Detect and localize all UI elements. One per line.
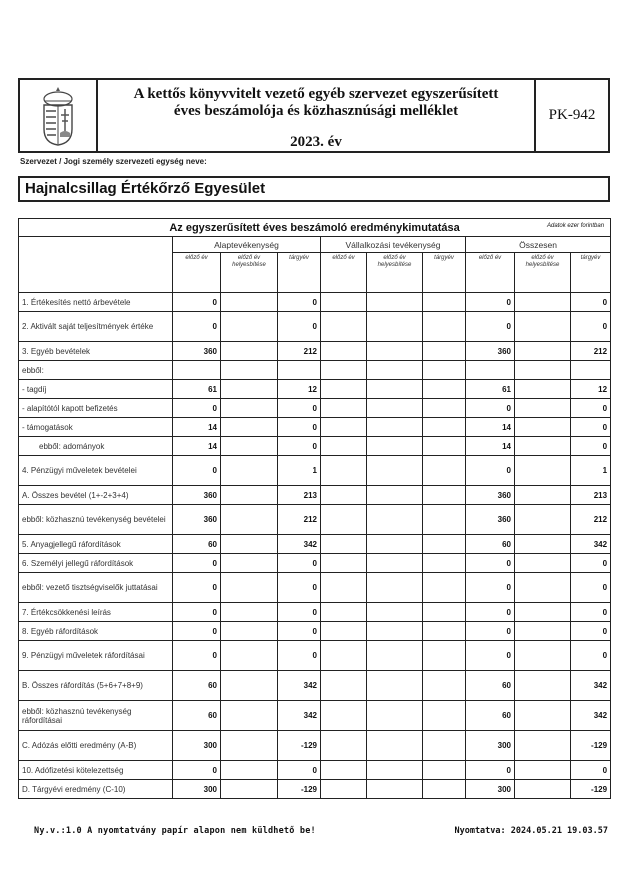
- value-cell: 60: [466, 671, 515, 701]
- value-cell: 0: [173, 399, 221, 418]
- value-cell: [515, 437, 571, 456]
- row-label: 4. Pénzügyi műveletek bevételei: [19, 456, 173, 486]
- table-row: [19, 622, 611, 641]
- value-cell: [321, 505, 367, 535]
- value-cell: 0: [173, 622, 221, 641]
- value-cell: 342: [571, 535, 611, 554]
- value-cell: [367, 380, 423, 399]
- value-cell: 360: [466, 505, 515, 535]
- value-cell: 342: [278, 701, 321, 731]
- value-cell: [423, 761, 466, 780]
- value-cell: 342: [278, 535, 321, 554]
- hungarian-coat-of-arms-icon: [41, 85, 75, 147]
- value-cell: [367, 701, 423, 731]
- title-line-1: A kettős könyvvitelt vezető egyéb szervezet egyszerűsített: [133, 86, 499, 102]
- table-title: [19, 219, 611, 237]
- value-cell: [423, 731, 466, 761]
- value-cell: [221, 437, 278, 456]
- value-cell: [423, 361, 466, 380]
- value-cell: [321, 701, 367, 731]
- value-cell: 0: [173, 641, 221, 671]
- row-label: D. Tárgyévi eredmény (C-10): [19, 780, 173, 799]
- value-cell: 0: [466, 399, 515, 418]
- value-cell: [423, 293, 466, 312]
- value-cell: [515, 486, 571, 505]
- value-cell: [367, 486, 423, 505]
- value-cell: [367, 312, 423, 342]
- value-cell: 0: [278, 603, 321, 622]
- value-cell: [423, 486, 466, 505]
- value-cell: [321, 399, 367, 418]
- subcol-helyesbites: előző év helyesbítése: [221, 253, 278, 293]
- value-cell: -129: [278, 731, 321, 761]
- value-cell: [321, 573, 367, 603]
- footer-version-note: Ny.v.:1.0 A nyomtatvány papír alapon nem küldhető be!: [34, 826, 316, 836]
- value-cell: [367, 418, 423, 437]
- value-cell: 0: [173, 312, 221, 342]
- value-cell: 0: [278, 554, 321, 573]
- value-cell: [321, 380, 367, 399]
- value-cell: [466, 361, 515, 380]
- row-label: - tagdíj: [19, 380, 173, 399]
- title-line-2: éves beszámolója és közhasznúsági melléklet: [173, 103, 459, 119]
- value-cell: 14: [173, 437, 221, 456]
- value-cell: 0: [571, 554, 611, 573]
- value-cell: [367, 780, 423, 799]
- value-cell: [221, 456, 278, 486]
- value-cell: [423, 780, 466, 799]
- value-cell: [321, 780, 367, 799]
- subcol-elozo-ev: előző év: [466, 253, 515, 293]
- value-cell: 0: [571, 603, 611, 622]
- value-cell: 360: [173, 486, 221, 505]
- row-label: - alapítótól kapott befizetés: [19, 399, 173, 418]
- value-cell: 61: [173, 380, 221, 399]
- value-cell: 0: [466, 293, 515, 312]
- value-cell: 0: [571, 573, 611, 603]
- value-cell: 1: [278, 456, 321, 486]
- value-cell: [221, 554, 278, 573]
- value-cell: [221, 573, 278, 603]
- table-row: [19, 731, 611, 761]
- value-cell: [221, 641, 278, 671]
- value-cell: [515, 399, 571, 418]
- value-cell: [321, 342, 367, 361]
- value-cell: [321, 731, 367, 761]
- value-cell: 0: [466, 761, 515, 780]
- value-cell: [367, 622, 423, 641]
- value-cell: 0: [466, 603, 515, 622]
- row-label: 6. Személyi jellegű ráfordítások: [19, 554, 173, 573]
- value-cell: -129: [278, 780, 321, 799]
- value-cell: [321, 456, 367, 486]
- value-cell: [423, 573, 466, 603]
- value-cell: 212: [278, 342, 321, 361]
- value-cell: 0: [571, 437, 611, 456]
- value-cell: [367, 535, 423, 554]
- value-cell: [367, 554, 423, 573]
- row-label: 1. Értékesítés nettó árbevétele: [19, 293, 173, 312]
- value-cell: 0: [278, 761, 321, 780]
- table-row: [19, 437, 611, 456]
- value-cell: 0: [571, 641, 611, 671]
- value-cell: 0: [173, 293, 221, 312]
- table-row: [19, 573, 611, 603]
- value-cell: 0: [278, 437, 321, 456]
- value-cell: 360: [173, 342, 221, 361]
- value-cell: 12: [278, 380, 321, 399]
- value-cell: [221, 731, 278, 761]
- value-cell: [221, 780, 278, 799]
- value-cell: [515, 641, 571, 671]
- value-cell: 0: [278, 573, 321, 603]
- value-cell: 0: [571, 622, 611, 641]
- value-cell: [367, 603, 423, 622]
- value-cell: 300: [173, 731, 221, 761]
- value-cell: 0: [173, 554, 221, 573]
- value-cell: [367, 361, 423, 380]
- value-cell: 212: [571, 342, 611, 361]
- value-cell: [423, 437, 466, 456]
- value-cell: 342: [278, 671, 321, 701]
- row-label: 8. Egyéb ráfordítások: [19, 622, 173, 641]
- form-code: PK-942: [548, 107, 596, 123]
- row-label: 10. Adófizetési kötelezettség: [19, 761, 173, 780]
- value-cell: [571, 361, 611, 380]
- footer-print-timestamp: Nyomtatva: 2024.05.21 19.03.57: [454, 826, 608, 836]
- emblem-cell: [20, 80, 98, 151]
- subcol-targyev: tárgyév: [423, 253, 466, 293]
- value-cell: 0: [173, 603, 221, 622]
- value-cell: 0: [278, 312, 321, 342]
- table-row: [19, 780, 611, 799]
- table-title-text: Az egyszerűsített éves beszámoló eredménykimutatása: [169, 221, 460, 234]
- group-header-alaptevekenyseg: Alaptevékenység: [173, 237, 321, 253]
- table-row: [19, 342, 611, 361]
- value-cell: 342: [571, 701, 611, 731]
- value-cell: 0: [466, 622, 515, 641]
- value-cell: 0: [571, 418, 611, 437]
- value-cell: [515, 505, 571, 535]
- value-cell: 300: [466, 731, 515, 761]
- value-cell: 300: [173, 780, 221, 799]
- table-row: [19, 761, 611, 780]
- value-cell: 1: [571, 456, 611, 486]
- value-cell: [278, 361, 321, 380]
- value-cell: 0: [571, 293, 611, 312]
- row-label: 3. Egyéb bevételek: [19, 342, 173, 361]
- value-cell: [423, 622, 466, 641]
- row-label: 9. Pénzügyi műveletek ráfordításai: [19, 641, 173, 671]
- table-row: [19, 312, 611, 342]
- value-cell: 213: [278, 486, 321, 505]
- value-cell: 212: [571, 505, 611, 535]
- row-label: ebből: közhasznú tevékenység bevételei: [19, 505, 173, 535]
- value-cell: 0: [278, 293, 321, 312]
- value-cell: [423, 554, 466, 573]
- row-label: A. Összes bevétel (1+-2+3+4): [19, 486, 173, 505]
- table-row: [19, 505, 611, 535]
- value-cell: 360: [466, 342, 515, 361]
- value-cell: [173, 361, 221, 380]
- row-label: ebből: vezető tisztségviselők juttatásai: [19, 573, 173, 603]
- value-cell: 0: [278, 622, 321, 641]
- value-cell: [515, 671, 571, 701]
- row-label: 7. Értékcsökkenési leírás: [19, 603, 173, 622]
- row-label: 5. Anyagjellegű ráfordítások: [19, 535, 173, 554]
- value-cell: 60: [173, 535, 221, 554]
- table-row: [19, 701, 611, 731]
- value-cell: [423, 671, 466, 701]
- value-cell: [221, 535, 278, 554]
- value-cell: [321, 437, 367, 456]
- income-statement-table: [18, 218, 611, 799]
- table-row: [19, 380, 611, 399]
- value-cell: 0: [173, 761, 221, 780]
- row-label: C. Adózás előtti eredmény (A-B): [19, 731, 173, 761]
- value-cell: [367, 293, 423, 312]
- value-cell: 212: [278, 505, 321, 535]
- value-cell: [367, 641, 423, 671]
- value-cell: [367, 399, 423, 418]
- value-cell: 300: [466, 780, 515, 799]
- value-cell: [515, 780, 571, 799]
- subcol-elozo-ev: előző év: [173, 253, 221, 293]
- value-cell: 0: [173, 573, 221, 603]
- value-cell: [423, 603, 466, 622]
- value-cell: [321, 486, 367, 505]
- value-cell: [515, 535, 571, 554]
- value-cell: 0: [571, 761, 611, 780]
- row-label: ebből: közhasznú tevékenység ráfordításai: [19, 701, 173, 731]
- value-cell: [221, 293, 278, 312]
- value-cell: [423, 701, 466, 731]
- subcol-helyesbites: előző év helyesbítése: [515, 253, 571, 293]
- value-cell: [321, 641, 367, 671]
- value-cell: [367, 342, 423, 361]
- value-cell: [515, 456, 571, 486]
- value-cell: [321, 312, 367, 342]
- form-title: [98, 80, 536, 151]
- value-cell: 0: [278, 399, 321, 418]
- table-row: [19, 603, 611, 622]
- value-cell: [423, 641, 466, 671]
- value-cell: [515, 293, 571, 312]
- value-cell: [423, 399, 466, 418]
- value-cell: [321, 293, 367, 312]
- value-cell: [515, 731, 571, 761]
- value-cell: 60: [173, 701, 221, 731]
- value-cell: [321, 671, 367, 701]
- value-cell: 0: [466, 456, 515, 486]
- report-year: 2023. év: [290, 134, 342, 150]
- group-header-osszesen: Összesen: [466, 237, 611, 253]
- subcol-elozo-ev: előző év: [321, 253, 367, 293]
- value-cell: [321, 361, 367, 380]
- subcol-helyesbites: előző év helyesbítése: [367, 253, 423, 293]
- value-cell: [423, 535, 466, 554]
- value-cell: -129: [571, 731, 611, 761]
- value-cell: 360: [466, 486, 515, 505]
- value-cell: [515, 573, 571, 603]
- value-cell: [221, 312, 278, 342]
- value-cell: [221, 342, 278, 361]
- value-cell: [221, 380, 278, 399]
- value-cell: 0: [466, 573, 515, 603]
- value-cell: [423, 312, 466, 342]
- label-header-empty: [19, 237, 173, 293]
- value-cell: 0: [466, 554, 515, 573]
- value-cell: 0: [466, 312, 515, 342]
- value-cell: [321, 603, 367, 622]
- value-cell: [221, 505, 278, 535]
- subcol-targyev: tárgyév: [278, 253, 321, 293]
- value-cell: [515, 622, 571, 641]
- value-cell: 0: [278, 418, 321, 437]
- table-row: [19, 293, 611, 312]
- table-row: [19, 456, 611, 486]
- value-cell: [515, 701, 571, 731]
- value-cell: [367, 573, 423, 603]
- row-label: 2. Aktivált saját teljesítmények értéke: [19, 312, 173, 342]
- value-cell: [321, 761, 367, 780]
- value-cell: 60: [466, 701, 515, 731]
- value-cell: [321, 554, 367, 573]
- value-cell: 342: [571, 671, 611, 701]
- value-cell: [423, 456, 466, 486]
- value-cell: [221, 761, 278, 780]
- table-row: [19, 554, 611, 573]
- value-cell: [515, 418, 571, 437]
- value-cell: [321, 535, 367, 554]
- organization-label: Szervezet / Jogi személy szervezeti egység neve:: [20, 157, 207, 166]
- table-row: [19, 671, 611, 701]
- value-cell: [367, 437, 423, 456]
- value-cell: [321, 622, 367, 641]
- value-cell: [423, 342, 466, 361]
- value-cell: [367, 505, 423, 535]
- value-cell: [221, 603, 278, 622]
- value-cell: [221, 671, 278, 701]
- value-cell: 0: [466, 641, 515, 671]
- table-row: [19, 535, 611, 554]
- value-cell: [423, 505, 466, 535]
- value-cell: 0: [571, 312, 611, 342]
- value-cell: 12: [571, 380, 611, 399]
- value-cell: [515, 603, 571, 622]
- value-cell: [367, 456, 423, 486]
- value-cell: [515, 761, 571, 780]
- table-row: [19, 361, 611, 380]
- value-cell: 360: [173, 505, 221, 535]
- value-cell: 0: [278, 641, 321, 671]
- row-label: B. Összes ráfordítás (5+6+7+8+9): [19, 671, 173, 701]
- value-cell: [515, 312, 571, 342]
- subcol-targyev: tárgyév: [571, 253, 611, 293]
- value-cell: 0: [571, 399, 611, 418]
- row-label: ebből: adományok: [19, 437, 173, 456]
- value-cell: [515, 380, 571, 399]
- value-cell: [367, 761, 423, 780]
- value-cell: 61: [466, 380, 515, 399]
- table-row: [19, 418, 611, 437]
- table-row: [19, 486, 611, 505]
- table-row: [19, 399, 611, 418]
- value-cell: [515, 554, 571, 573]
- value-cell: 213: [571, 486, 611, 505]
- value-cell: [221, 418, 278, 437]
- value-cell: [367, 731, 423, 761]
- value-cell: [221, 399, 278, 418]
- value-cell: 0: [173, 456, 221, 486]
- value-cell: 14: [466, 418, 515, 437]
- value-cell: 60: [466, 535, 515, 554]
- value-cell: -129: [571, 780, 611, 799]
- row-label: ebből:: [19, 361, 173, 380]
- value-cell: [321, 418, 367, 437]
- value-cell: 14: [466, 437, 515, 456]
- value-cell: [221, 622, 278, 641]
- table-row: [19, 641, 611, 671]
- value-cell: [221, 701, 278, 731]
- value-cell: [515, 361, 571, 380]
- row-label: - támogatások: [19, 418, 173, 437]
- value-cell: [221, 486, 278, 505]
- value-cell: [515, 342, 571, 361]
- value-cell: [367, 671, 423, 701]
- form-header: [18, 78, 610, 153]
- organization-name: Hajnalcsillag Értékőrző Egyesület: [18, 176, 610, 202]
- value-cell: [423, 418, 466, 437]
- value-cell: 14: [173, 418, 221, 437]
- value-cell: 60: [173, 671, 221, 701]
- value-cell: [221, 361, 278, 380]
- value-cell: [423, 380, 466, 399]
- unit-note: Adatok ezer forintban: [547, 223, 605, 229]
- group-header-vallalkozasi: Vállalkozási tevékenység: [321, 237, 466, 253]
